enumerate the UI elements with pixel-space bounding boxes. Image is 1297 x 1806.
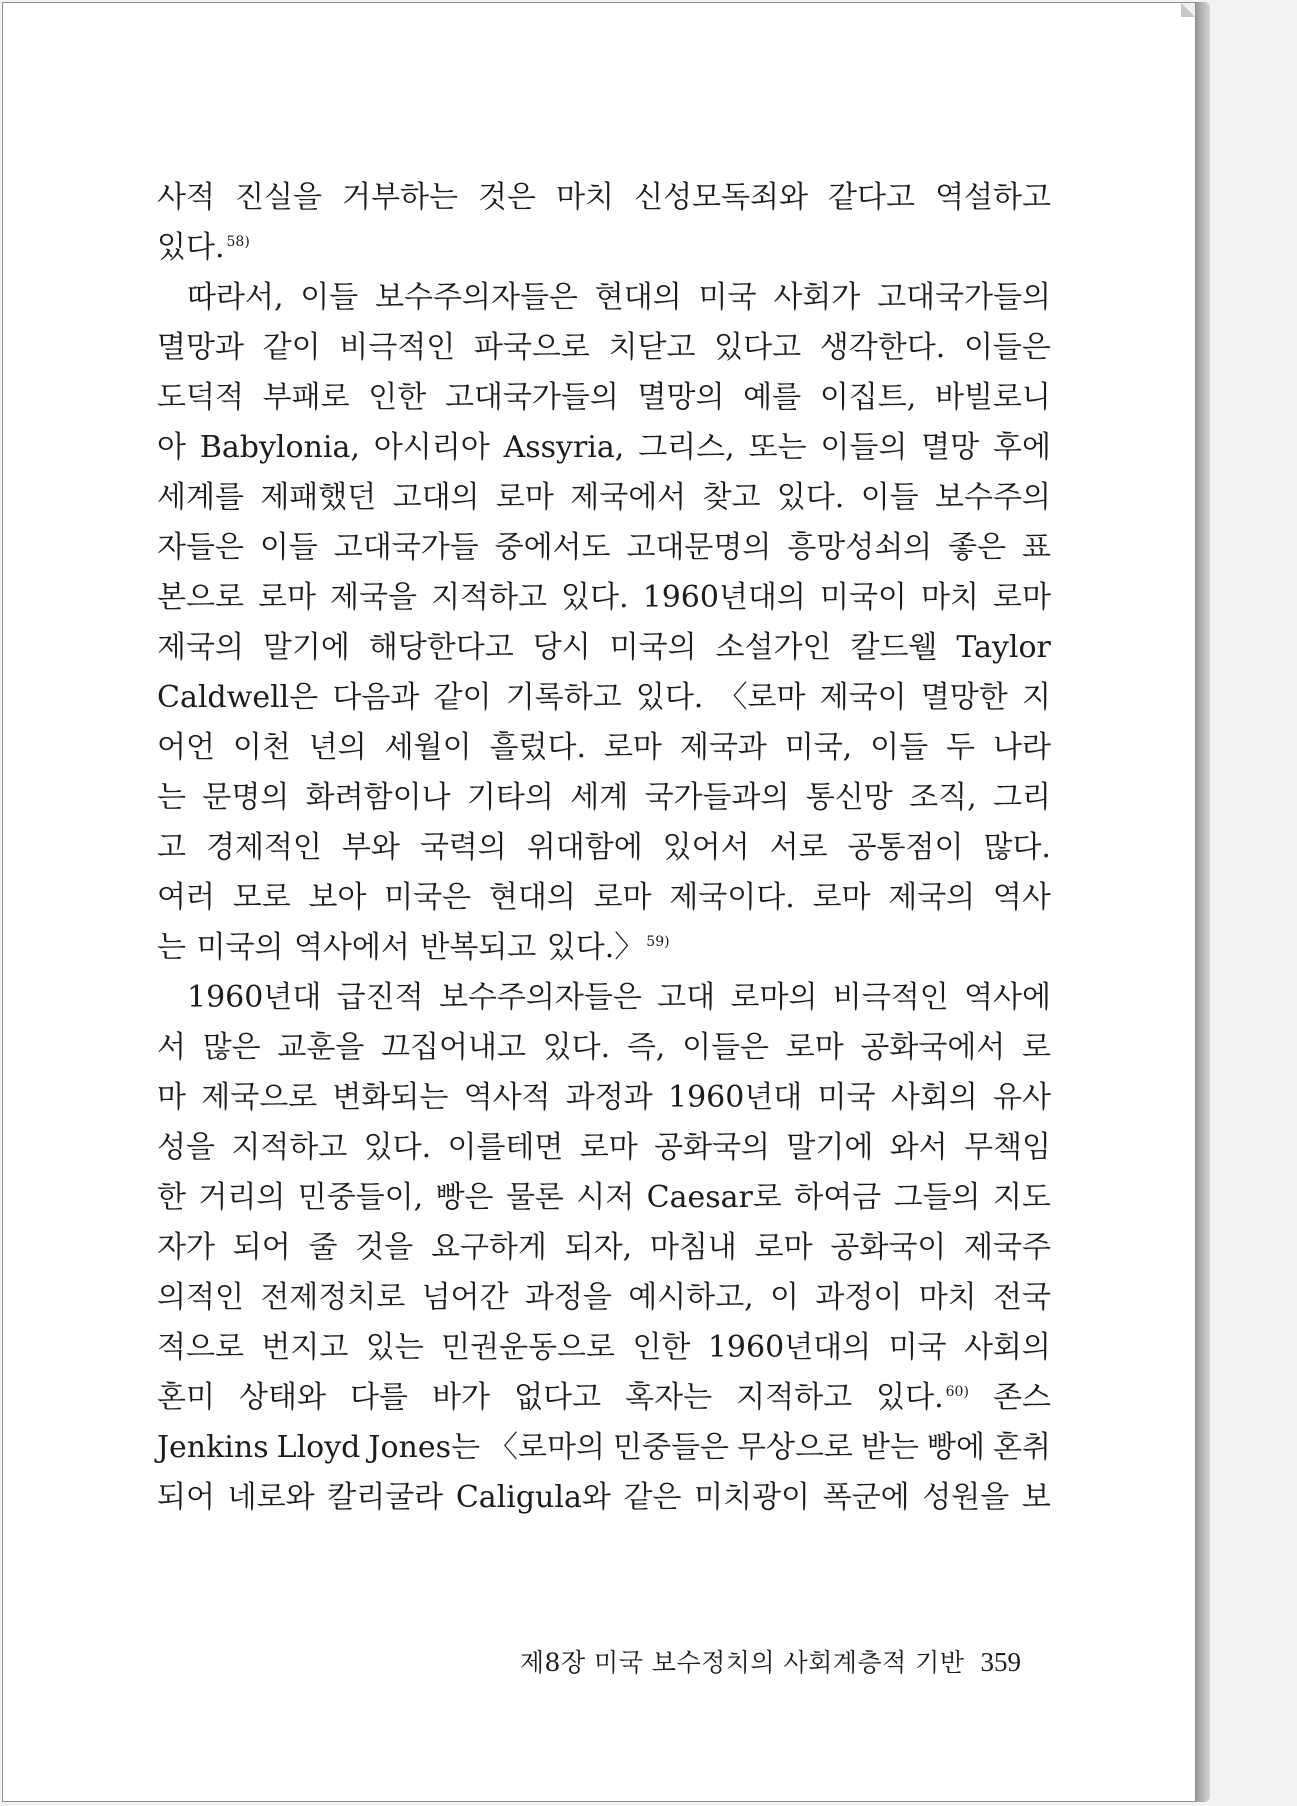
- word: 1960년대의: [642, 580, 806, 615]
- word: 제국에서: [570, 480, 687, 515]
- word: 말기에: [262, 630, 350, 665]
- text-line: [157, 1223, 1051, 1273]
- word: 년의: [308, 730, 367, 765]
- word: Caligula와: [455, 1480, 611, 1515]
- word: 어언: [157, 730, 215, 765]
- word: Caldwell은: [157, 680, 319, 715]
- word: 찾고: [702, 480, 761, 515]
- word: 치닫고: [608, 330, 696, 365]
- word: 제국으로: [201, 1080, 318, 1115]
- footnote-marker: 58): [226, 234, 250, 250]
- word: 있다.: [363, 1130, 432, 1165]
- word: 이들은: [963, 330, 1051, 365]
- text-line: [157, 523, 1051, 573]
- word: 민중들은: [613, 1430, 729, 1465]
- word: 마치: [918, 1280, 977, 1315]
- word: 흥망성쇠의: [787, 530, 933, 565]
- word: 같다고: [828, 180, 915, 215]
- word: 로마: [993, 580, 1051, 615]
- word: 공화국에서: [860, 1030, 1006, 1065]
- word: 되자,: [564, 1230, 633, 1265]
- word: 있다. $^{58)}$: [157, 230, 250, 265]
- word: 의적인: [157, 1280, 244, 1315]
- word: 끄집어내고: [381, 1030, 526, 1065]
- word: 기록하고: [505, 680, 622, 715]
- word: 아: [157, 430, 186, 465]
- word: 것을: [355, 1230, 414, 1265]
- text-line: [157, 773, 1051, 823]
- page-edge-shadow: [1196, 2, 1210, 1802]
- word: 넘어간: [421, 1280, 509, 1315]
- word: 많은: [202, 1030, 261, 1065]
- word: 공화국이: [830, 1230, 947, 1265]
- word: 국가들과의: [644, 780, 790, 815]
- word: 로마: [495, 480, 554, 515]
- word: 되어: [157, 1480, 215, 1515]
- word: 전제정치로: [260, 1280, 406, 1315]
- word: 세계를: [157, 480, 244, 515]
- word: Babylonia,: [199, 430, 360, 465]
- word: 통신망: [805, 780, 893, 815]
- word: 사회가: [773, 280, 861, 315]
- word: 고대국가들의: [877, 280, 1051, 315]
- word: 제국이다.: [669, 880, 795, 915]
- text-line: [157, 573, 1051, 623]
- word: 즉,: [626, 1030, 666, 1065]
- word: 이들: [860, 480, 919, 515]
- word: 유사: [992, 1080, 1051, 1115]
- word: 있다.: [561, 580, 629, 615]
- word: 이들의: [820, 430, 908, 465]
- word: 1960년대의: [707, 1330, 872, 1365]
- word: 좋은: [948, 530, 1007, 565]
- text-line: [157, 673, 1051, 723]
- word: 보수주의자들은: [375, 280, 578, 315]
- word: 전국: [993, 1280, 1051, 1315]
- word: 소설가인: [715, 630, 832, 665]
- word: 사회의: [963, 1330, 1051, 1365]
- word: 성을: [157, 1130, 215, 1165]
- word: Caesar로: [646, 1180, 782, 1215]
- word: 빵에: [926, 1430, 985, 1465]
- word: 이천: [232, 730, 291, 765]
- text-line: [157, 473, 1051, 523]
- word: 생각한다.: [819, 330, 946, 365]
- word: 부패로: [262, 380, 350, 415]
- text-line: [157, 623, 1051, 673]
- text-line: [157, 823, 1051, 873]
- word: 과정이: [815, 1280, 903, 1315]
- word: 모로: [232, 880, 291, 915]
- word: 빵은: [435, 1180, 494, 1215]
- word: 번지고: [261, 1330, 349, 1365]
- footer-chapter-title: 제8장 미국 보수정치의 사회계층적 기반: [519, 1648, 965, 1677]
- word: 거리의: [198, 1180, 286, 1215]
- word: 지적하고: [231, 1130, 348, 1165]
- word: 이를테면: [447, 1130, 564, 1165]
- word: 는: [157, 780, 186, 815]
- word: 바빌로니: [934, 380, 1051, 415]
- word: 제국과: [679, 730, 767, 765]
- word: 같이: [262, 330, 321, 365]
- word: 무상으로: [736, 1430, 853, 1465]
- word: 와서: [889, 1130, 948, 1165]
- word: 는: [157, 930, 186, 965]
- text-line: [157, 1323, 1051, 1373]
- word: 자가: [157, 1230, 215, 1265]
- word: 상태와: [239, 1380, 326, 1415]
- word: 줄: [308, 1230, 338, 1265]
- word: 화려함이나: [305, 780, 451, 815]
- word: 서: [157, 1030, 186, 1065]
- word: 도덕적: [157, 380, 244, 415]
- word: 인한: [368, 380, 427, 415]
- word: 사적: [157, 180, 215, 215]
- word: 미국이: [819, 580, 907, 615]
- word: 비극적인: [832, 980, 949, 1015]
- word: 예를: [743, 380, 802, 415]
- word: 역사적: [463, 1080, 551, 1115]
- word: 마치: [920, 580, 979, 615]
- word: 위대함에: [526, 830, 643, 865]
- word: Lloyd: [276, 1430, 361, 1465]
- word: 따라서,: [187, 280, 284, 315]
- word: 것은: [478, 180, 536, 215]
- text-line: [157, 1273, 1051, 1323]
- word: 적으로: [157, 1330, 244, 1365]
- word: 있어서: [662, 830, 750, 865]
- word: 본으로: [157, 580, 244, 615]
- word: 후에: [993, 430, 1051, 465]
- word: 이들: [300, 280, 359, 315]
- word: 두: [946, 730, 976, 765]
- word: 미국: [888, 1330, 947, 1365]
- word: 같은: [623, 1480, 682, 1515]
- text-line: [157, 1123, 1051, 1173]
- book-page: [2, 2, 1196, 1802]
- word: 있다.: [635, 680, 704, 715]
- word: 과정과: [565, 1080, 653, 1115]
- word: 무책임: [964, 1130, 1051, 1165]
- word: 민중들이,: [297, 1180, 424, 1215]
- word: 로: [1022, 1030, 1051, 1065]
- word: 미국은: [384, 880, 472, 915]
- word: 되어: [232, 1230, 291, 1265]
- word: 마치: [556, 180, 615, 215]
- word: 그리: [993, 780, 1051, 815]
- word: 과정을: [524, 1280, 612, 1315]
- word: 해당한다고: [368, 630, 514, 665]
- word: 마: [157, 1080, 186, 1115]
- word: 문명의: [202, 780, 290, 815]
- word: 요구하게: [430, 1230, 547, 1265]
- word: Jones는: [368, 1430, 480, 1465]
- word: 역사에서: [293, 930, 410, 965]
- footnote-marker: 60): [945, 1384, 969, 1400]
- word: 로마: [754, 1230, 813, 1265]
- word: 고대의: [392, 480, 480, 515]
- word: 부와: [341, 830, 400, 865]
- word: 고: [157, 830, 186, 865]
- word: 〈로마: [717, 680, 806, 715]
- word: 로마: [258, 580, 316, 615]
- word: 공통점이: [847, 830, 964, 865]
- footnote-marker: 59): [646, 934, 670, 950]
- word: 지적하고: [736, 1380, 853, 1415]
- word: 있다고: [714, 330, 802, 365]
- word: 이들: [259, 530, 318, 565]
- word: 지: [1021, 680, 1051, 715]
- word: 조직,: [909, 780, 977, 815]
- word: 또는: [748, 430, 807, 465]
- word: 자들은: [157, 530, 244, 565]
- word: 비극적인: [339, 330, 456, 365]
- word: 혼미: [157, 1380, 215, 1415]
- word: 제국주: [964, 1230, 1051, 1265]
- running-footer: [3, 1643, 1021, 1679]
- word: 세월이: [384, 730, 472, 765]
- word: 로마: [603, 730, 662, 765]
- text-line: [157, 1473, 1051, 1523]
- word: 로마: [593, 880, 652, 915]
- word: 국력의: [419, 830, 507, 865]
- text-line: [157, 1023, 1051, 1073]
- word: 당시: [532, 630, 591, 665]
- text-line: [157, 873, 1051, 923]
- word: 나라: [992, 730, 1051, 765]
- word: 고대: [657, 980, 716, 1015]
- text-line: [157, 923, 1051, 973]
- word: Taylor: [956, 630, 1051, 665]
- text-line: [157, 1073, 1051, 1123]
- word: 바가: [432, 1380, 491, 1415]
- word: 역설하고: [935, 180, 1051, 215]
- word: 세계: [570, 780, 629, 815]
- word: 멸망한: [920, 680, 1008, 715]
- page-corner-fold: [1181, 3, 1195, 17]
- word: 다음과: [332, 680, 420, 715]
- word: 있다.: [776, 480, 845, 515]
- text-line: [157, 1373, 1051, 1423]
- word: 예시하고,: [628, 1280, 754, 1315]
- word: 제국이: [819, 680, 907, 715]
- word: 현대의: [594, 280, 682, 315]
- word: 로마의: [730, 980, 818, 1015]
- word: 제국의: [157, 630, 244, 665]
- word: 네로와: [227, 1480, 315, 1515]
- word: 칼드웰: [850, 630, 938, 665]
- word: 미국의: [196, 930, 284, 965]
- word: 멸망의: [637, 380, 725, 415]
- word: 하여금: [794, 1180, 882, 1215]
- word: 파국으로: [473, 330, 590, 365]
- word: 이집트,: [819, 380, 917, 415]
- word: 현대의: [488, 880, 576, 915]
- word: 중에서도: [494, 530, 611, 565]
- word: 칼리굴라: [327, 1480, 444, 1515]
- word: 있다.: [542, 1030, 611, 1065]
- word: Assyria,: [503, 430, 625, 465]
- word: 사회의: [890, 1080, 978, 1115]
- word: 마침내: [649, 1230, 737, 1265]
- word: 지적하고: [431, 580, 547, 615]
- word: 있는: [365, 1330, 424, 1365]
- word: 그들의: [893, 1180, 981, 1215]
- word: 혹자는: [625, 1380, 713, 1415]
- word: 받는: [860, 1430, 919, 1465]
- word: 지도: [992, 1180, 1051, 1215]
- word: 거부하는: [342, 180, 458, 215]
- word: 있다. $^{60)}$: [876, 1380, 969, 1415]
- word: 말기에: [786, 1130, 874, 1165]
- word: 〈로마의: [488, 1430, 605, 1465]
- word: 멸망: [921, 430, 980, 465]
- word: 표: [1021, 530, 1051, 565]
- word: 로마: [579, 1130, 638, 1165]
- word: Jenkins: [157, 1430, 269, 1465]
- word: 1960년대: [187, 980, 322, 1015]
- word: 존스: [992, 1380, 1051, 1415]
- word: 고대국가들: [333, 530, 479, 565]
- word: 없다고: [514, 1380, 602, 1415]
- word: 보아: [308, 880, 367, 915]
- text-line: [157, 373, 1051, 423]
- word: 이들: [870, 730, 929, 765]
- word: 고대문명의: [626, 530, 772, 565]
- word: 기타의: [466, 780, 554, 815]
- word: 그리스,: [638, 430, 735, 465]
- word: 제국의: [888, 880, 976, 915]
- word: 미국,: [784, 730, 853, 765]
- word: 미국: [817, 1080, 876, 1115]
- word: 폭군에: [822, 1480, 910, 1515]
- word: 신성모독죄와: [634, 180, 808, 215]
- word: 교훈을: [277, 1030, 365, 1065]
- word: 서로: [769, 830, 828, 865]
- word: 많다.: [983, 830, 1051, 865]
- text-line: [157, 723, 1051, 773]
- word: 보수주의: [935, 480, 1051, 515]
- word: 경제적인: [205, 830, 322, 865]
- word: 1960년대: [667, 1080, 803, 1115]
- word: 고대국가들의: [444, 380, 619, 415]
- word: 제국을: [330, 580, 417, 615]
- text-line: [157, 173, 1051, 223]
- word: 제패했던: [260, 480, 377, 515]
- word: 이들은: [682, 1030, 770, 1065]
- word: 미국: [698, 280, 757, 315]
- word: 역사에: [964, 980, 1051, 1015]
- word: 성원을: [922, 1480, 1010, 1515]
- text-line: [157, 973, 1051, 1023]
- text-line: [157, 1173, 1051, 1223]
- word: 미치광이: [694, 1480, 811, 1515]
- body-text: [157, 173, 1051, 1523]
- text-line: [157, 273, 1051, 323]
- word: 아시리아: [373, 430, 490, 465]
- word: 한: [157, 1180, 186, 1215]
- word: 역사: [992, 880, 1051, 915]
- word: 로마: [785, 1030, 844, 1065]
- word: 변화되는: [332, 1080, 449, 1115]
- word: 같이: [433, 680, 492, 715]
- word: 미국의: [609, 630, 697, 665]
- text-line: [157, 1423, 1051, 1473]
- word: 공화국의: [654, 1130, 770, 1165]
- word: 물론: [505, 1180, 564, 1215]
- word: 로마: [812, 880, 871, 915]
- word: 다를: [350, 1380, 409, 1415]
- text-line: [157, 223, 1051, 273]
- word: 시저: [576, 1180, 635, 1215]
- word: 민권운동으로: [441, 1330, 616, 1365]
- word: 보: [1021, 1480, 1051, 1515]
- word: 진실을: [235, 180, 322, 215]
- text-line: [157, 323, 1051, 373]
- word: 인한: [632, 1330, 691, 1365]
- word: 급진적: [336, 980, 424, 1015]
- text-line: [157, 423, 1051, 473]
- word: 혼취: [992, 1430, 1051, 1465]
- word: 흘렀다.: [489, 730, 587, 765]
- word: 보수주의자들은: [438, 980, 642, 1015]
- word: 여러: [157, 880, 215, 915]
- word: 이: [770, 1280, 800, 1315]
- word: 있다.〉 $^{59)}$: [546, 930, 670, 965]
- page-number: 359: [980, 1647, 1021, 1677]
- word: 반복되고: [420, 930, 537, 965]
- word: 멸망과: [157, 330, 244, 365]
